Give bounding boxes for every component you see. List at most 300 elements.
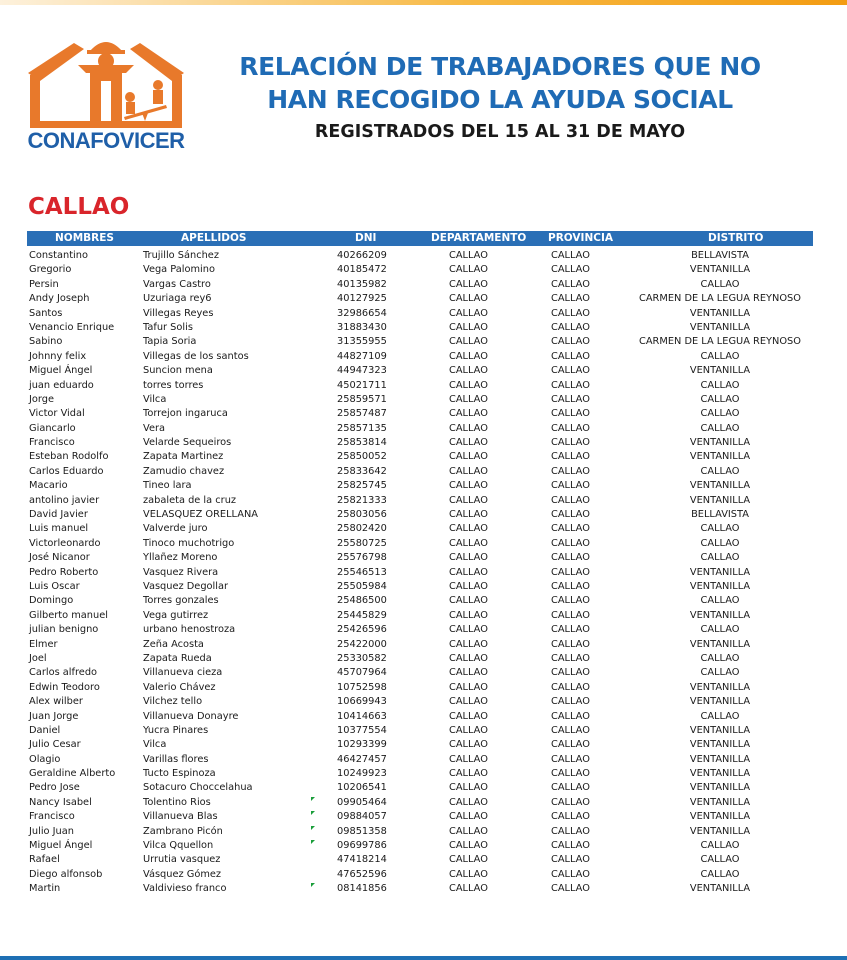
cell-dni: 10377554 [337,724,387,736]
cell-dni: 25859571 [337,393,387,405]
table-row [0,638,847,652]
table-row [0,666,847,680]
cell-dni: 25422000 [337,638,387,650]
table-row [0,551,847,565]
cell-distrito: CALLAO [700,667,740,679]
cell-distrito: CALLAO [700,393,740,405]
cell-error-marker-icon [311,840,315,844]
cell-departamento: CALLAO [449,465,488,477]
cell-dni: 45707964 [337,667,387,679]
cell-distrito: VENTANILLA [689,768,751,780]
cell-nombre: Victor Vidal [29,408,85,420]
cell-apellidos: Vera [143,422,165,434]
cell-provincia: CALLAO [551,365,590,377]
cell-nombre: Macario [29,480,68,492]
cell-dni: 47418214 [337,854,387,866]
cell-dni: 40135982 [337,278,387,290]
cell-departamento: CALLAO [449,250,488,261]
cell-dni: 31355955 [337,336,387,348]
subtitle: REGISTRADOS DEL 15 AL 31 DE MAYO [314,122,686,142]
cell-apellidos: Yllañez Moreno [143,552,218,564]
cell-distrito: VENTANILLA [689,782,751,794]
cell-nombre: Andy Joseph [29,293,90,305]
cell-provincia: CALLAO [551,595,590,607]
cell-departamento: CALLAO [449,264,488,276]
cell-apellidos: Zapata Rueda [143,652,212,664]
cell-distrito: CALLAO [700,379,740,391]
cell-nombre: Francisco [29,437,75,449]
table-row [0,522,847,536]
logo-house-icon [26,35,186,135]
cell-departamento: CALLAO [449,422,488,434]
cell-departamento: CALLAO [449,552,488,564]
table-row [0,695,847,709]
cell-apellidos: Villanueva Blas [143,811,218,823]
cell-provincia: CALLAO [551,523,590,535]
region-title: CALLAO [28,194,130,220]
cell-distrito: VENTANILLA [689,796,751,808]
cell-distrito: CALLAO [700,652,740,664]
cell-dni: 10249923 [337,768,387,780]
cell-distrito: VENTANILLA [689,739,751,751]
cell-distrito: CALLAO [700,552,740,564]
cell-distrito: VENTANILLA [689,580,751,592]
cell-departamento: CALLAO [449,624,488,636]
cell-departamento: CALLAO [449,379,488,391]
cell-provincia: CALLAO [551,422,590,434]
cell-nombre: Luis Oscar [29,580,80,592]
cell-nombre: Venancio Enrique [29,321,115,333]
cell-distrito: BELLAVISTA [691,250,749,261]
cell-nombre: Rafael [29,854,60,866]
cell-apellidos: Villegas Reyes [143,307,214,319]
cell-nombre: juan eduardo [29,379,94,391]
table-row [0,566,847,580]
cell-apellidos: Zapata Martinez [143,451,224,463]
table-row [0,580,847,594]
cell-dni: 10669943 [337,696,387,708]
cell-distrito: VENTANILLA [689,724,751,736]
cell-distrito: VENTANILLA [689,566,751,578]
cell-departamento: CALLAO [449,652,488,664]
cell-apellidos: Vega gutirrez [143,609,209,621]
cell-apellidos: Villanueva Donayre [143,710,239,722]
cell-dni: 25803056 [337,509,387,521]
table-header [27,231,813,246]
cell-departamento: CALLAO [449,365,488,377]
cell-distrito: VENTANILLA [689,811,751,823]
cell-departamento: CALLAO [449,681,488,693]
cell-dni: 25850052 [337,451,387,463]
table-row [0,494,847,508]
cell-provincia: CALLAO [551,480,590,492]
cell-nombre: Elmer [29,638,58,650]
cell-departamento: CALLAO [449,451,488,463]
cell-nombre: Gilberto manuel [29,609,108,621]
cell-dni: 25445829 [337,609,387,621]
cell-provincia: CALLAO [551,494,590,506]
cell-distrito: VENTANILLA [689,825,751,837]
cell-departamento: CALLAO [449,494,488,506]
cell-provincia: CALLAO [551,393,590,405]
cell-departamento: CALLAO [449,393,488,405]
cell-apellidos: Villegas de los santos [143,350,249,362]
cell-provincia: CALLAO [551,696,590,708]
cell-departamento: CALLAO [449,854,488,866]
cell-nombre: Giancarlo [29,422,76,434]
cell-apellidos: Tapia Soria [143,336,197,348]
cell-dni: 25853814 [337,437,387,449]
cell-departamento: CALLAO [449,537,488,549]
table-row [0,796,847,810]
cell-apellidos: Suncion mena [143,365,213,377]
cell-dni: 25857487 [337,408,387,420]
cell-apellidos: Vasquez Rivera [143,566,219,578]
cell-provincia: CALLAO [551,437,590,449]
cell-dni: 25546513 [337,566,387,578]
cell-apellidos: Vilca Qquellon [143,840,214,852]
cell-distrito: CARMEN DE LA LEGUA REYNOSO [639,336,801,348]
cell-nombre: Juan Jorge [29,710,79,722]
table-row [0,882,847,896]
cell-distrito: VENTANILLA [689,365,751,377]
column-header-dni: DNI [355,232,377,244]
cell-apellidos: Zamudio chavez [143,465,225,477]
column-header-departamento: DEPARTAMENTO [431,232,527,244]
cell-departamento: CALLAO [449,868,488,880]
cell-nombre: Johnny felix [29,350,87,362]
cell-apellidos: Valverde juro [143,523,208,535]
cell-provincia: CALLAO [551,250,590,261]
cell-provincia: CALLAO [551,868,590,880]
cell-error-marker-icon [311,883,315,887]
table-row [0,364,847,378]
cell-provincia: CALLAO [551,710,590,722]
cell-dni: 25802420 [337,523,387,535]
cell-apellidos: torres torres [143,379,204,391]
cell-provincia: CALLAO [551,782,590,794]
cell-provincia: CALLAO [551,537,590,549]
cell-distrito: VENTANILLA [689,883,751,895]
cell-provincia: CALLAO [551,278,590,290]
cell-provincia: CALLAO [551,451,590,463]
cell-dni: 25576798 [337,552,387,564]
table-row [0,839,847,853]
cell-nombre: Pedro Roberto [29,566,99,578]
cell-departamento: CALLAO [449,350,488,362]
cell-departamento: CALLAO [449,667,488,679]
cell-provincia: CALLAO [551,321,590,333]
cell-provincia: CALLAO [551,580,590,592]
cell-dni: 25833642 [337,465,387,477]
table-row [0,508,847,522]
cell-distrito: CALLAO [700,422,740,434]
cell-nombre: Esteban Rodolfo [29,451,109,463]
cell-dni: 25486500 [337,595,387,607]
cell-apellidos: Tolentino Rios [143,796,211,808]
cell-dni: 09905464 [337,796,387,808]
cell-distrito: VENTANILLA [689,480,751,492]
cell-provincia: CALLAO [551,509,590,521]
cell-provincia: CALLAO [551,652,590,664]
title-line-2: HAN RECOGIDO LA AYUDA SOCIAL [267,85,733,114]
cell-nombre: Julio Juan [29,825,74,837]
cell-provincia: CALLAO [551,609,590,621]
cell-nombre: Constantino [29,250,88,261]
cell-distrito: VENTANILLA [689,696,751,708]
cell-nombre: Persin [29,278,59,290]
cell-apellidos: Varillas flores [143,753,209,765]
cell-departamento: CALLAO [449,278,488,290]
cell-dni: 25825745 [337,480,387,492]
cell-nombre: Carlos alfredo [29,667,98,679]
document-header [200,50,800,142]
table-row [0,753,847,767]
table-row [0,465,847,479]
table-row [0,594,847,608]
cell-provincia: CALLAO [551,854,590,866]
cell-departamento: CALLAO [449,437,488,449]
cell-provincia: CALLAO [551,825,590,837]
cell-apellidos: Vasquez Degollar [143,580,229,592]
cell-apellidos: Uzuriaga rey6 [143,293,212,305]
cell-dni: 09884057 [337,811,387,823]
cell-nombre: José Nicanor [29,552,90,564]
cell-apellidos: Valdivieso franco [143,883,227,895]
cell-nombre: Diego alfonsob [29,868,103,880]
cell-dni: 47652596 [337,868,387,880]
cell-nombre: Luis manuel [29,523,89,535]
cell-distrito: VENTANILLA [689,638,751,650]
cell-apellidos: VELASQUEZ ORELLANA [143,509,258,521]
cell-apellidos: Yucra Pinares [143,724,209,736]
cell-apellidos: Valerio Chávez [143,681,216,693]
cell-dni: 09699786 [337,840,387,852]
cell-nombre: Alex wilber [29,696,83,708]
cell-departamento: CALLAO [449,796,488,808]
cell-apellidos: Zeña Acosta [143,638,204,650]
cell-dni: 25580725 [337,537,387,549]
table-row [0,249,847,263]
cell-distrito: CALLAO [700,523,740,535]
table-row [0,479,847,493]
table-row [0,278,847,292]
table-row [0,710,847,724]
column-header-nombres: NOMBRES [55,232,114,244]
cell-nombre: Francisco [29,811,75,823]
cell-apellidos: Sotacuro Choccelahua [143,782,253,794]
table-row [0,652,847,666]
cell-provincia: CALLAO [551,552,590,564]
cell-apellidos: Tucto Espinoza [143,768,216,780]
cell-provincia: CALLAO [551,293,590,305]
table-row [0,537,847,551]
table-row [0,810,847,824]
table-row [0,767,847,781]
cell-apellidos: Vargas Castro [143,278,211,290]
cell-apellidos: Torres gonzales [143,595,219,607]
cell-provincia: CALLAO [551,624,590,636]
cell-dni: 31883430 [337,321,387,333]
table-row [0,422,847,436]
cell-nombre: julian benigno [29,624,99,636]
cell-departamento: CALLAO [449,321,488,333]
cell-apellidos: Vilchez tello [143,696,203,708]
cell-dni: 45021711 [337,379,387,391]
cell-dni: 46427457 [337,753,387,765]
cell-provincia: CALLAO [551,350,590,362]
cell-provincia: CALLAO [551,408,590,420]
cell-departamento: CALLAO [449,782,488,794]
cell-departamento: CALLAO [449,753,488,765]
cell-departamento: CALLAO [449,883,488,895]
table-row [0,609,847,623]
table-row [0,623,847,637]
cell-distrito: VENTANILLA [689,609,751,621]
cell-apellidos: Tafur Solis [143,321,193,333]
cell-dni: 08141856 [337,883,387,895]
cell-departamento: CALLAO [449,307,488,319]
title-line-1: RELACIÓN DE TRABAJADORES QUE NO [239,52,761,81]
cell-departamento: CALLAO [449,408,488,420]
table-row [0,379,847,393]
cell-provincia: CALLAO [551,811,590,823]
cell-distrito: CALLAO [700,868,740,880]
cell-departamento: CALLAO [449,293,488,305]
cell-provincia: CALLAO [551,336,590,348]
cell-error-marker-icon [311,811,315,815]
cell-distrito: CALLAO [700,350,740,362]
cell-nombre: Daniel [29,724,61,736]
cell-departamento: CALLAO [449,336,488,348]
cell-nombre: Martin [29,883,61,895]
cell-distrito: CALLAO [700,710,740,722]
table-row [0,738,847,752]
column-header-apellidos: APELLIDOS [181,232,247,244]
cell-nombre: David Javier [29,509,88,521]
cell-distrito: CALLAO [700,595,740,607]
cell-dni: 10752598 [337,681,387,693]
cell-distrito: VENTANILLA [689,437,751,449]
cell-nombre: Geraldine Alberto [29,768,116,780]
cell-nombre: antolino javier [29,494,100,506]
column-header-provincia: PROVINCIA [548,232,613,244]
cell-departamento: CALLAO [449,840,488,852]
cell-dni: 09851358 [337,825,387,837]
cell-departamento: CALLAO [449,811,488,823]
top-accent-stripe [0,0,847,5]
cell-nombre: Miguel Ángel [29,840,93,852]
cell-nombre: Edwin Teodoro [29,681,100,693]
column-header-distrito: DISTRITO [708,232,764,244]
cell-provincia: CALLAO [551,753,590,765]
cell-distrito: CALLAO [700,465,740,477]
cell-dni: 25426596 [337,624,387,636]
cell-provincia: CALLAO [551,724,590,736]
cell-dni: 40127925 [337,293,387,305]
cell-nombre: Nancy Isabel [29,796,92,808]
table-row [0,263,847,277]
cell-departamento: CALLAO [449,739,488,751]
cell-nombre: Miguel Ángel [29,365,93,377]
table-row [0,436,847,450]
cell-dni: 44947323 [337,365,387,377]
cell-departamento: CALLAO [449,509,488,521]
cell-provincia: CALLAO [551,796,590,808]
cell-distrito: CALLAO [700,408,740,420]
cell-apellidos: Velarde Sequeiros [143,437,232,449]
cell-departamento: CALLAO [449,710,488,722]
cell-distrito: CALLAO [700,854,740,866]
table-row [0,393,847,407]
cell-provincia: CALLAO [551,681,590,693]
cell-distrito: CALLAO [700,278,740,290]
cell-apellidos: Vega Palomino [143,264,215,276]
cell-nombre: Victorleonardo [29,537,101,549]
conafovicer-logo [26,35,186,157]
table-row [0,825,847,839]
cell-nombre: Jorge [29,393,54,405]
cell-dni: 25821333 [337,494,387,506]
cell-distrito: CALLAO [700,624,740,636]
cell-dni: 25857135 [337,422,387,434]
cell-provincia: CALLAO [551,840,590,852]
cell-provincia: CALLAO [551,883,590,895]
cell-nombre: Sabino [29,336,63,348]
cell-distrito: VENTANILLA [689,451,751,463]
cell-dni: 44827109 [337,350,387,362]
cell-dni: 40185472 [337,264,387,276]
cell-apellidos: Urrutia vasquez [143,854,221,866]
cell-apellidos: Villanueva cieza [143,667,223,679]
cell-distrito: VENTANILLA [689,753,751,765]
cell-apellidos: Tinoco muchotrigo [143,537,235,549]
cell-dni: 40266209 [337,250,387,261]
cell-nombre: Santos [29,307,63,319]
cell-nombre: Gregorio [29,264,72,276]
table-row [0,307,847,321]
cell-departamento: CALLAO [449,480,488,492]
cell-distrito: VENTANILLA [689,264,751,276]
cell-dni: 10414663 [337,710,387,722]
cell-nombre: Olagio [29,753,61,765]
cell-apellidos: Zambrano Picón [143,825,223,837]
bottom-accent-stripe [0,956,847,960]
cell-provincia: CALLAO [551,566,590,578]
cell-dni: 25505984 [337,580,387,592]
cell-provincia: CALLAO [551,768,590,780]
cell-apellidos: Vásquez Gómez [143,868,222,880]
cell-distrito: VENTANILLA [689,681,751,693]
cell-provincia: CALLAO [551,739,590,751]
cell-distrito: VENTANILLA [689,494,751,506]
cell-departamento: CALLAO [449,825,488,837]
cell-nombre: Carlos Eduardo [29,465,104,477]
table-row [0,321,847,335]
cell-distrito: BELLAVISTA [691,509,749,521]
table-row [0,681,847,695]
cell-dni: 32986654 [337,307,387,319]
cell-provincia: CALLAO [551,307,590,319]
logo-wordmark: CONAFOVICER [27,128,185,153]
cell-departamento: CALLAO [449,638,488,650]
cell-apellidos: urbano henostroza [143,624,236,636]
cell-nombre: Domingo [29,595,74,607]
cell-departamento: CALLAO [449,609,488,621]
cell-apellidos: Vilca [143,739,167,751]
table-row [0,724,847,738]
cell-error-marker-icon [311,797,315,801]
